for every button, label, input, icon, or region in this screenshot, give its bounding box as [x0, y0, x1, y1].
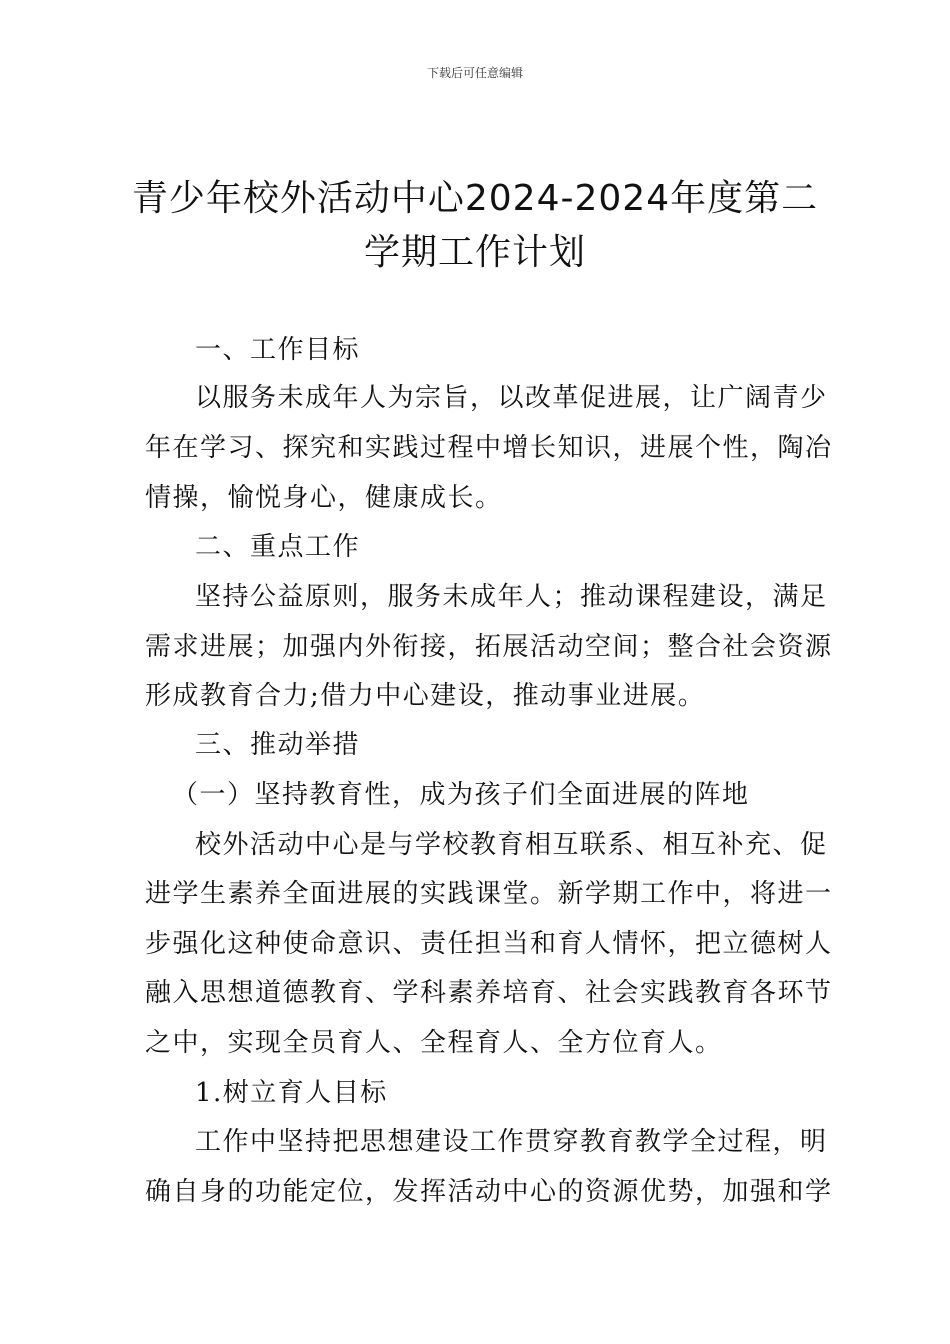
- document-title: [120, 172, 830, 280]
- body-line: 情操，愉悦身心，健康成长。: [145, 483, 503, 513]
- body-line: 年在学习、探究和实践过程中增长知识，进展个性，陶冶: [145, 433, 833, 463]
- title-line-1: 青少年校外活动中心2024-2024年度第二: [131, 178, 819, 219]
- body-line: 需求进展；加强内外衔接，拓展活动空间；整合社会资源: [145, 632, 833, 662]
- body-line: 坚持公益原则，服务未成年人；推动课程建设，满足: [195, 582, 828, 612]
- section-heading-3: 三、推动举措: [195, 730, 361, 760]
- body-line: 确自身的功能定位，发挥活动中心的资源优势，加强和学: [145, 1177, 833, 1207]
- subsection-heading: （一）坚持教育性，成为孩子们全面进展的阵地: [172, 780, 750, 810]
- section-heading-2: 二、重点工作: [195, 532, 361, 562]
- body-line: 以服务未成年人为宗旨，以改革促进展，让广阔青少: [195, 383, 828, 413]
- body-line: 融入思想道德教育、学科素养培育、社会实践教育各环节: [145, 978, 833, 1008]
- body-line: 形成教育合力;借力中心建设，推动事业进展。: [145, 681, 706, 711]
- header-note: 下载后可任意编辑: [426, 66, 523, 80]
- section-heading-1: 一、工作目标: [195, 335, 361, 365]
- title-line-2: 学期工作计划: [363, 232, 586, 273]
- body-line: 步强化这种使命意识、责任担当和育人情怀，把立德树人: [145, 929, 833, 959]
- body-line: 进学生素养全面进展的实践课堂。新学期工作中，将进一: [145, 879, 833, 909]
- body-line: 工作中坚持把思想建设工作贯穿教育教学全过程，明: [195, 1127, 828, 1157]
- body-line: 之中，实现全员育人、全程育人、全方位育人。: [145, 1028, 723, 1058]
- item-heading: 1.树立育人目标: [195, 1078, 388, 1108]
- body-line: 校外活动中心是与学校教育相互联系、相互补充、促: [195, 830, 828, 860]
